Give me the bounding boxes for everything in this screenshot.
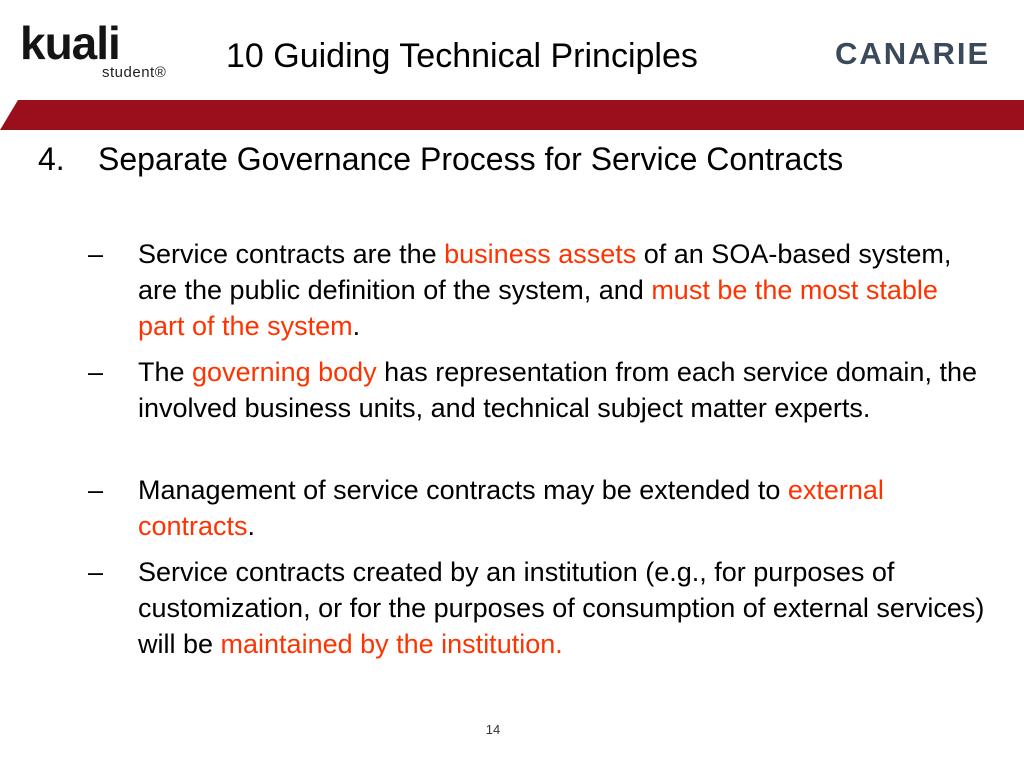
kuali-logo-sub: student® xyxy=(102,64,167,81)
text-run: has representation from each service domain, the involved business units, and technical subject matter experts. xyxy=(138,357,977,423)
slide-header xyxy=(0,0,1024,130)
highlight-run: business assets xyxy=(444,239,637,269)
highlight-run: external contracts xyxy=(138,475,884,541)
bullet-text xyxy=(138,472,988,544)
principle-number: 4. xyxy=(38,141,65,177)
kuali-student-logo xyxy=(20,18,195,82)
bullet-text xyxy=(138,236,988,344)
kuali-logo-word: kuali xyxy=(20,17,120,69)
bullet-dash: – xyxy=(88,357,104,387)
bullet-dash: – xyxy=(88,475,104,505)
text-run: Service contracts created by an institution (e.g., for purposes of customization, or for the purposes of consumption of external services) will be xyxy=(138,557,985,659)
header-band xyxy=(0,100,1024,130)
text-run: Service contracts are the xyxy=(138,239,445,269)
text-run: . xyxy=(352,311,361,341)
text-run: of an SOA-based system, are the public definition of the system, and xyxy=(138,239,952,305)
bullet-text xyxy=(138,354,988,426)
text-run: Management of service contracts may be extended to xyxy=(138,475,788,505)
text-run: . xyxy=(247,511,256,541)
principle-text: Separate Governance Process for Service Contracts xyxy=(98,141,844,177)
slide-title: 10 Guiding Technical Principles xyxy=(226,37,698,75)
text-run: The xyxy=(138,357,193,387)
highlight-run: maintained by the institution. xyxy=(220,629,563,659)
page-number: 14 xyxy=(485,722,501,737)
bullet-dash: – xyxy=(88,557,104,587)
bullet-text xyxy=(138,554,988,662)
bullet-dash: – xyxy=(88,239,104,269)
highlight-run: must be the most stable part of the system xyxy=(138,275,938,341)
canarie-logo: CANARIE xyxy=(835,36,991,71)
highlight-run: governing body xyxy=(192,357,377,387)
